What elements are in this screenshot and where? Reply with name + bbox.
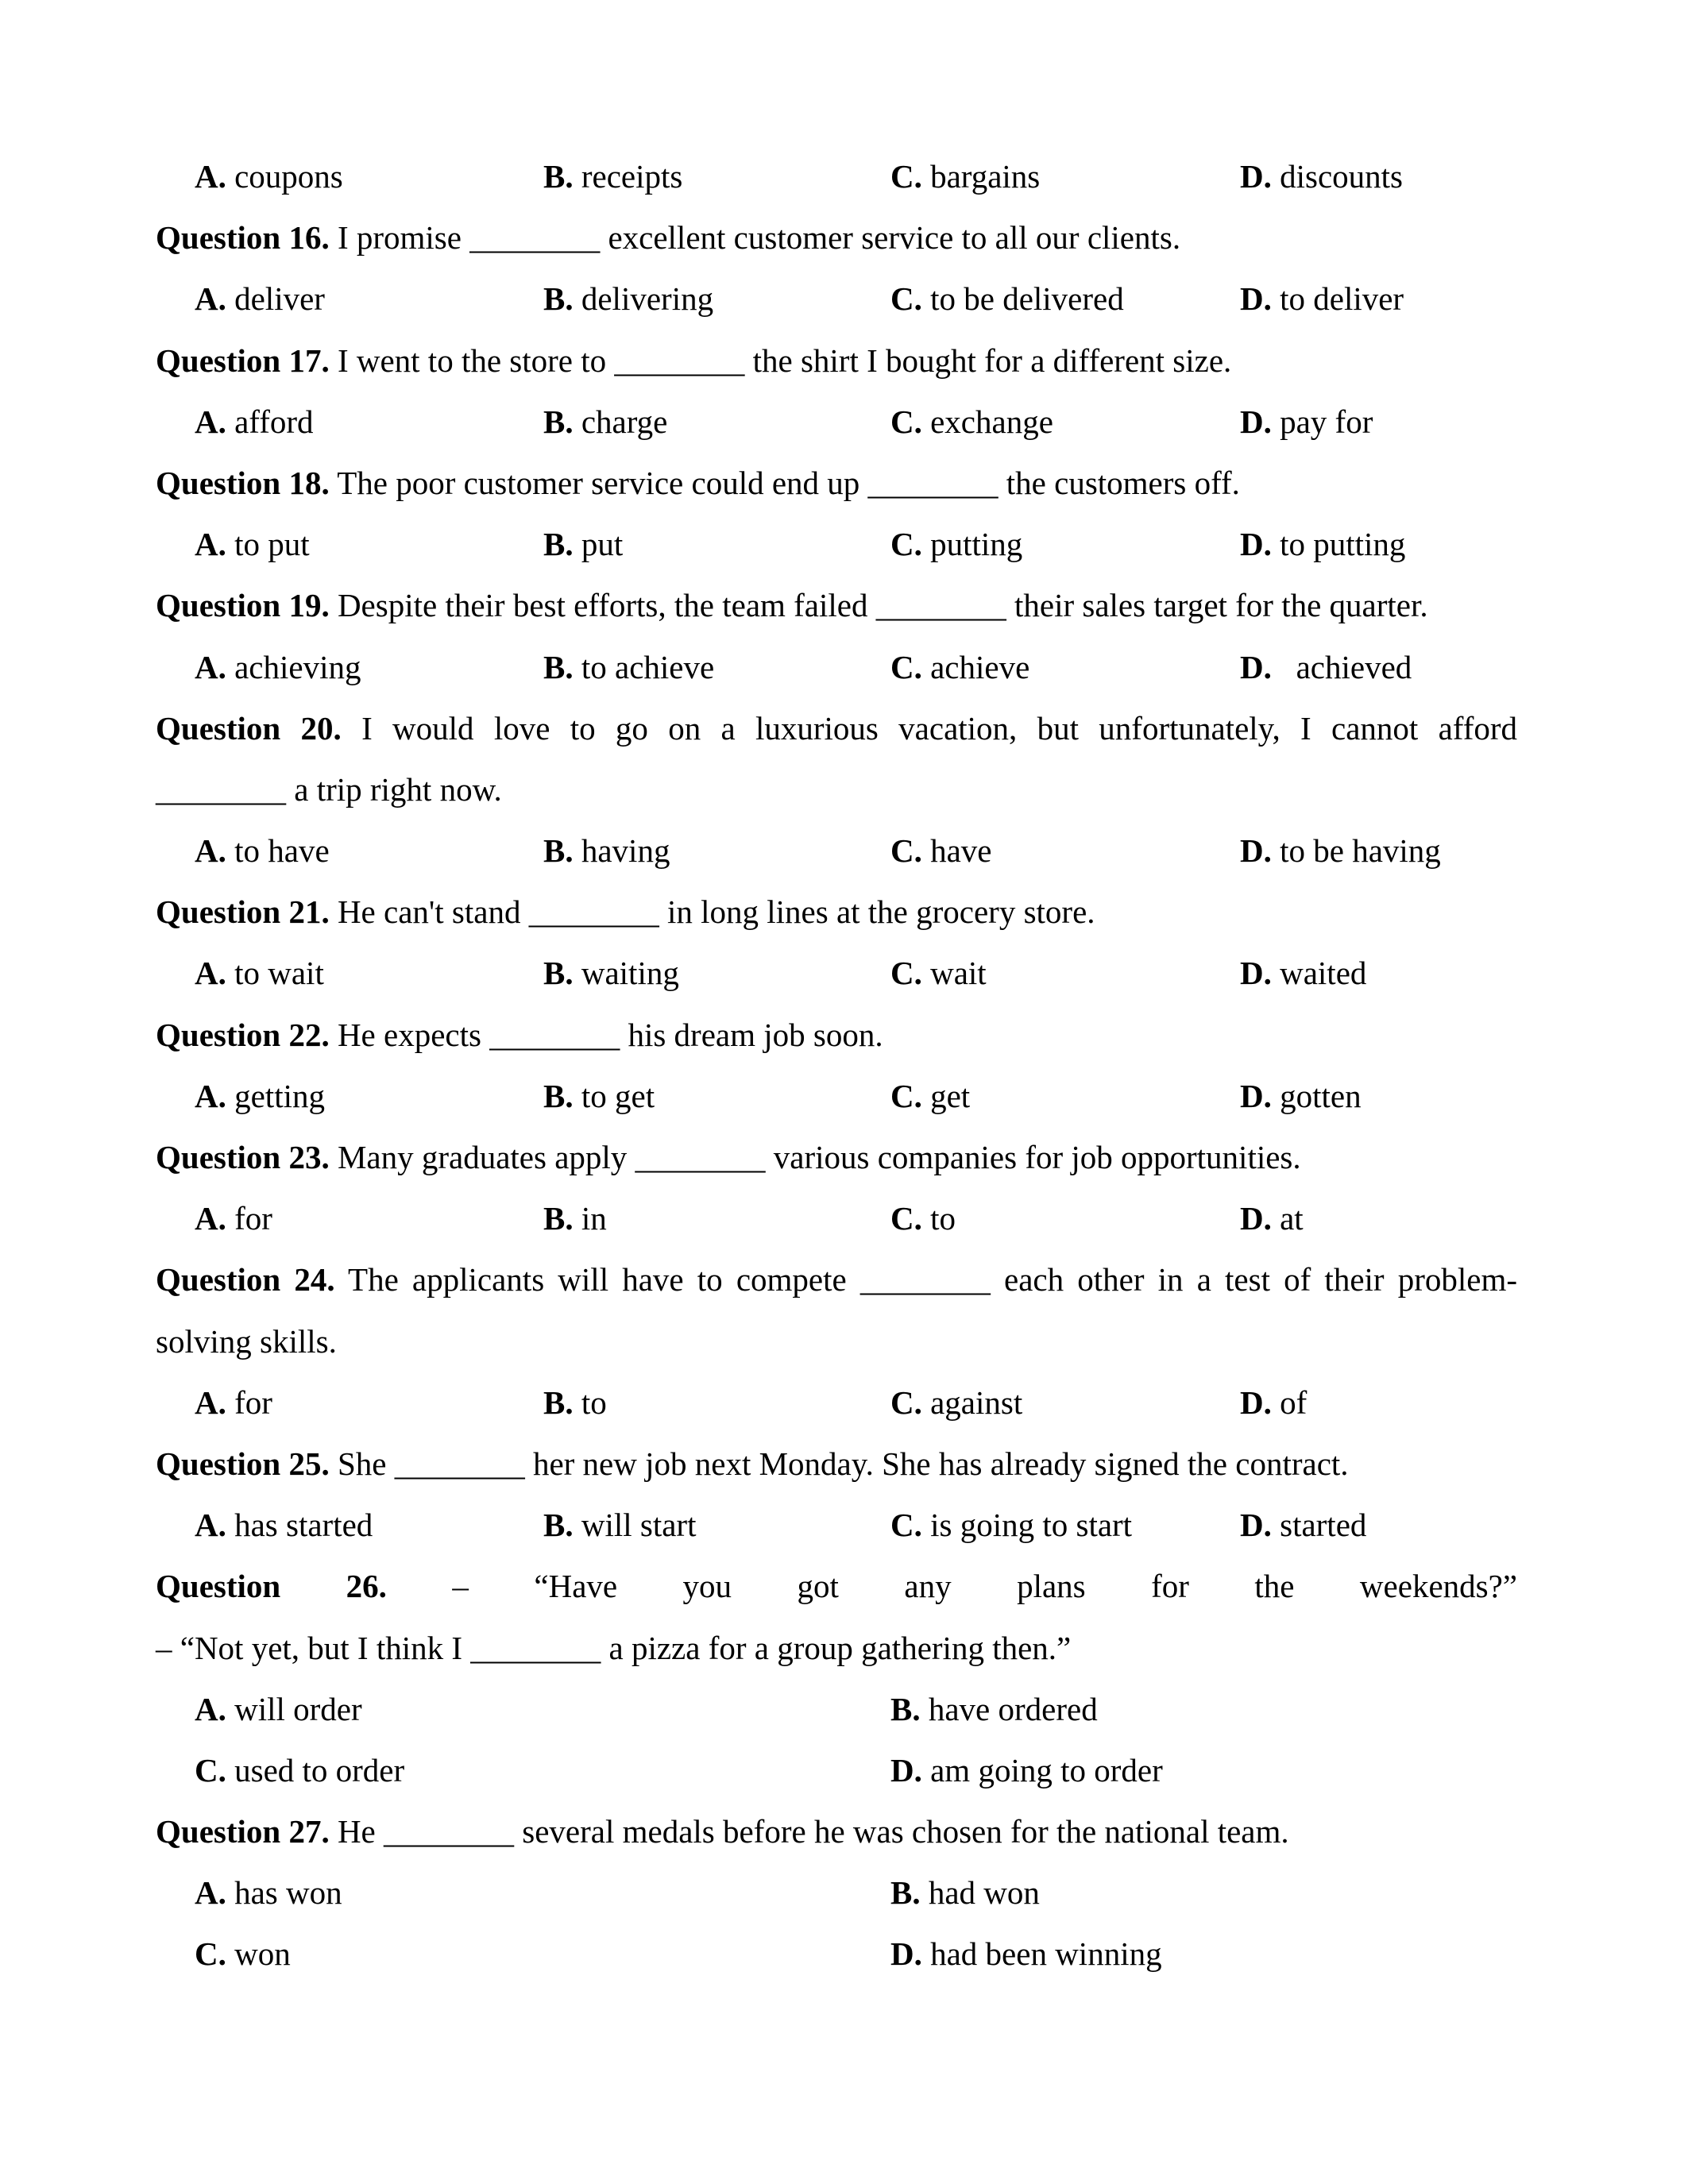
option-letter: C. [890,1077,922,1114]
question-label: Question 27. [156,1813,330,1850]
answer-option [1240,392,1373,453]
options-row [156,268,1517,330]
question-line [156,1249,1517,1310]
option-letter: D. [1240,526,1272,563]
question-text: He can't stand ________ in long lines at the grocery store. [337,893,1095,931]
question-line [156,575,1517,636]
option-letter: C. [890,403,922,440]
answer-option [543,268,713,330]
options-row [156,1740,1517,1801]
option-letter: C. [890,280,922,318]
option-letter: D. [1240,280,1272,318]
question-label: Question 24. [156,1261,335,1298]
answer-option [195,1740,404,1801]
question-text: Many graduates apply ________ various companies for job opportunities. [337,1139,1301,1175]
question-text: I went to the store to ________ the shirt I bought for a different size. [337,341,1232,379]
answer-option [195,146,343,207]
options-row [156,637,1517,698]
options-row [156,514,1517,575]
option-letter: B. [543,955,574,992]
options-row [156,1372,1517,1433]
option-text: having [581,832,670,870]
option-letter: C. [890,1200,922,1237]
option-text: has started [234,1507,373,1544]
option-text: getting [234,1077,325,1114]
answer-option [543,1188,607,1249]
answer-option [195,392,314,453]
exercise-page [156,146,1517,1985]
question-text: ________ a trip right now. [156,770,502,808]
question-label: Question 16. [156,219,330,257]
option-text: to wait [234,955,324,992]
answer-option [195,637,361,698]
option-letter: A. [195,1874,226,1912]
option-text: had been winning [930,1935,1162,1973]
question-line [156,759,1517,820]
answer-option [890,1924,1162,1985]
answer-option [543,820,670,882]
option-text: receipts [581,158,683,195]
answer-option [1240,1066,1362,1127]
option-text: to [930,1200,956,1237]
option-text: to put [234,526,310,563]
option-text: against [930,1383,1023,1421]
option-text: have ordered [928,1690,1098,1727]
answer-option [1240,943,1366,1004]
answer-option [543,392,667,453]
option-letter: B. [543,1077,574,1114]
option-text: charge [581,403,668,440]
option-text: putting [930,526,1023,563]
answer-option [890,1066,970,1127]
option-text: afford [234,403,314,440]
option-text: am going to order [930,1751,1163,1788]
question-line [156,1801,1517,1862]
option-text: used to order [234,1751,405,1788]
option-letter: A. [195,1200,226,1237]
question-line [156,1311,1517,1372]
option-text: achieved [1280,648,1412,685]
option-text: to [581,1383,607,1421]
options-row [156,1924,1517,1985]
answer-option [543,943,679,1004]
answer-option [195,1495,373,1556]
answer-option [1240,820,1441,882]
answer-option [1240,1372,1307,1433]
option-letter: D. [1240,832,1272,870]
option-letter: C. [890,832,922,870]
option-text: bargains [930,158,1041,195]
options-row [156,1679,1517,1740]
option-letter: A. [195,403,226,440]
option-letter: B. [890,1690,921,1727]
answer-option [195,1188,272,1249]
option-letter: A. [195,1690,226,1727]
question-text: – “Have you got any plans for the weekends?” [452,1568,1517,1605]
answer-option [195,820,330,882]
option-text: won [234,1935,291,1973]
question-text: She ________ her new job next Monday. She has already signed the contract. [337,1445,1349,1482]
question-label: Question 19. [156,587,330,624]
answer-option [890,820,992,882]
question-label: Question 21. [156,893,330,931]
question-line [156,1618,1517,1679]
question-label: Question 20. [156,709,342,747]
option-text: discounts [1280,158,1404,195]
question-line [156,1433,1517,1495]
option-letter: C. [890,648,922,685]
answer-option [195,1679,362,1740]
answer-option [890,1372,1022,1433]
option-text: has won [234,1874,342,1912]
option-letter: B. [543,403,574,440]
question-label: Question 22. [156,1016,330,1053]
option-letter: C. [890,1383,922,1421]
answer-option [890,1862,1040,1924]
option-letter: D. [1240,648,1272,685]
option-text: is going to start [930,1507,1133,1544]
question-line [156,1005,1517,1066]
option-letter: C. [890,1507,922,1544]
answer-option [890,637,1029,698]
option-text: pay for [1280,403,1373,440]
options-row [156,1066,1517,1127]
answer-option [890,1188,956,1249]
option-letter: A. [195,526,226,563]
options-row [156,943,1517,1004]
answer-option [890,514,1022,575]
question-text: The applicants will have to compete ________ each other in a test of their problem- [348,1261,1518,1298]
answer-option [543,637,714,698]
answer-option [1240,514,1405,575]
option-letter: B. [543,280,574,318]
option-letter: D. [1240,1200,1272,1237]
answer-option [195,1066,325,1127]
option-letter: C. [195,1935,226,1973]
option-text: in [581,1200,607,1237]
option-letter: C. [890,158,922,195]
answer-option [890,392,1053,453]
option-letter: D. [1240,1383,1272,1421]
option-letter: D. [1240,1077,1272,1114]
option-text: will start [581,1507,697,1544]
option-letter: B. [543,158,574,195]
option-letter: D. [1240,1507,1272,1544]
option-letter: A. [195,648,226,685]
option-text: for [234,1200,272,1237]
question-text: I promise ________ excellent customer service to all our clients. [337,219,1181,257]
option-letter: D. [890,1751,922,1788]
answer-option [890,943,987,1004]
option-letter: B. [543,1383,574,1421]
options-row [156,392,1517,453]
answer-option [543,514,623,575]
option-letter: D. [890,1935,922,1973]
option-letter: A. [195,1077,226,1114]
question-label: Question 26. [156,1568,387,1605]
answer-option [890,1740,1163,1801]
option-text: to be delivered [930,280,1124,318]
option-letter: A. [195,955,226,992]
answer-option [195,268,325,330]
question-text: I would love to go on a luxurious vacation, but unfortunately, I cannot afford [361,709,1518,747]
option-text: have [930,832,992,870]
option-text: waiting [581,955,679,992]
question-text: solving skills. [156,1322,337,1360]
options-row [156,820,1517,882]
answer-option [543,1372,607,1433]
answer-option [543,1495,696,1556]
option-text: to deliver [1280,280,1404,318]
option-letter: A. [195,280,226,318]
answer-option [543,146,682,207]
answer-option [1240,637,1412,698]
option-text: to have [234,832,330,870]
question-line [156,1556,1517,1617]
option-text: to putting [1280,526,1406,563]
option-text: exchange [930,403,1053,440]
question-line [156,698,1517,759]
answer-option [890,1495,1132,1556]
option-letter: A. [195,1507,226,1544]
answer-option [543,1066,655,1127]
option-text: for [234,1383,272,1421]
question-line [156,207,1517,268]
option-text: get [930,1077,971,1114]
question-text: He expects ________ his dream job soon. [337,1016,883,1053]
answer-option [890,146,1040,207]
question-text: The poor customer service could end up ________ the customers off. [337,464,1240,501]
answer-option [1240,146,1403,207]
option-letter: D. [1240,158,1272,195]
answer-option [1240,1188,1304,1249]
option-text: started [1280,1507,1367,1544]
option-text: had won [928,1874,1040,1912]
option-letter: B. [543,832,574,870]
option-letter: B. [543,1507,574,1544]
option-letter: D. [1240,403,1272,440]
option-letter: B. [543,526,574,563]
option-text: put [581,526,624,563]
question-label: Question 25. [156,1445,330,1482]
option-text: wait [930,955,987,992]
option-letter: B. [890,1874,921,1912]
option-text: of [1280,1383,1308,1421]
option-text: to get [581,1077,655,1114]
question-text: He ________ several medals before he was chosen for the national team. [337,1813,1289,1850]
answer-option [195,514,310,575]
question-line [156,453,1517,514]
option-text: will order [234,1690,362,1727]
option-text: at [1280,1200,1304,1237]
question-label: Question 18. [156,464,330,501]
option-letter: C. [890,955,922,992]
options-row [156,146,1517,207]
option-text: delivering [581,280,714,318]
question-label: Question 17. [156,341,330,379]
option-text: achieving [234,648,361,685]
question-line [156,1127,1517,1188]
options-row [156,1495,1517,1556]
option-text: waited [1280,955,1367,992]
option-text: achieve [930,648,1030,685]
option-letter: A. [195,1383,226,1421]
option-letter: B. [543,1200,574,1237]
answer-option [1240,268,1404,330]
question-text: Despite their best efforts, the team failed ________ their sales target for the quarter. [337,587,1428,624]
option-letter: D. [1240,955,1272,992]
option-text: to achieve [581,648,715,685]
option-text: to be having [1280,832,1441,870]
answer-option [890,1679,1098,1740]
answer-option [195,1924,291,1985]
answer-option [195,943,324,1004]
options-row [156,1862,1517,1924]
option-text: gotten [1280,1077,1362,1114]
options-row [156,1188,1517,1249]
option-text: coupons [234,158,343,195]
option-letter: C. [890,526,922,563]
answer-option [1240,1495,1366,1556]
answer-option [195,1372,272,1433]
question-line [156,330,1517,392]
question-text: – “Not yet, but I think I ________ a pizza for a group gathering then.” [156,1629,1072,1666]
question-label: Question 23. [156,1139,330,1175]
question-line [156,882,1517,943]
option-letter: A. [195,158,226,195]
option-letter: C. [195,1751,226,1788]
option-letter: B. [543,648,574,685]
answer-option [195,1862,342,1924]
option-letter: A. [195,832,226,870]
option-text: deliver [234,280,325,318]
answer-option [890,268,1124,330]
